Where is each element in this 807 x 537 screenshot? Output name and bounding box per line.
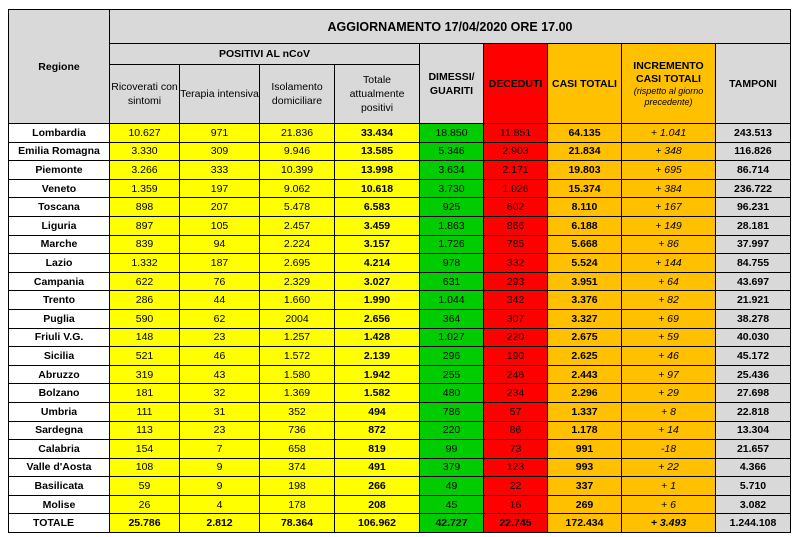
cell-terapia: 309: [180, 142, 260, 161]
total-cell-dimessi: 42.727: [420, 514, 484, 533]
cell-totale-positivi: 1.582: [335, 384, 420, 403]
cell-totale-positivi: 494: [335, 402, 420, 421]
cell-casi-totali: 21.834: [548, 142, 622, 161]
cell-casi-totali: 991: [548, 440, 622, 459]
total-cell-casi-totali: 172.434: [548, 514, 622, 533]
cell-incremento: + 86: [622, 235, 716, 254]
cell-dimessi: 49: [420, 477, 484, 496]
cell-deceduti: 307: [484, 309, 548, 328]
cell-ricoverati: 111: [110, 402, 180, 421]
cell-incremento: -18: [622, 440, 716, 459]
cell-isolamento: 658: [260, 440, 335, 459]
cell-dimessi: 220: [420, 421, 484, 440]
cell-deceduti: 2.171: [484, 161, 548, 180]
cell-casi-totali: 337: [548, 477, 622, 496]
cell-regione: Sicilia: [9, 347, 110, 366]
cell-casi-totali: 2.625: [548, 347, 622, 366]
cell-dimessi: 255: [420, 365, 484, 384]
table-row: [9, 161, 791, 180]
table-row: [9, 347, 791, 366]
cell-ricoverati: 3.266: [110, 161, 180, 180]
cell-incremento: + 14: [622, 421, 716, 440]
cell-totale-positivi: 13.585: [335, 142, 420, 161]
cell-dimessi: 379: [420, 458, 484, 477]
cell-totale-positivi: 1.942: [335, 365, 420, 384]
cell-ricoverati: 839: [110, 235, 180, 254]
table-row: [9, 477, 791, 496]
cell-casi-totali: 993: [548, 458, 622, 477]
cell-terapia: 207: [180, 198, 260, 217]
cell-tamponi: 243.513: [716, 124, 791, 143]
cell-isolamento: 178: [260, 495, 335, 514]
cell-terapia: 105: [180, 216, 260, 235]
cell-totale-positivi: 10.618: [335, 179, 420, 198]
cell-tamponi: 27.698: [716, 384, 791, 403]
cell-ricoverati: 521: [110, 347, 180, 366]
cell-isolamento: 5.478: [260, 198, 335, 217]
cell-casi-totali: 269: [548, 495, 622, 514]
cell-regione: Umbria: [9, 402, 110, 421]
cell-ricoverati: 148: [110, 328, 180, 347]
cell-deceduti: 22: [484, 477, 548, 496]
total-cell-incremento: + 3.493: [622, 514, 716, 533]
cell-ricoverati: 622: [110, 272, 180, 291]
cell-dimessi: 296: [420, 347, 484, 366]
header-dimessi: DIMESSI/ GUARITI: [420, 44, 484, 124]
cell-totale-positivi: 266: [335, 477, 420, 496]
cell-isolamento: 1.580: [260, 365, 335, 384]
total-cell-tamponi: 1.244.108: [716, 514, 791, 533]
cell-dimessi: 978: [420, 254, 484, 273]
cell-deceduti: 1.026: [484, 179, 548, 198]
cell-tamponi: 25.436: [716, 365, 791, 384]
table-row: [9, 254, 791, 273]
cell-incremento: + 1.041: [622, 124, 716, 143]
cell-casi-totali: 15.374: [548, 179, 622, 198]
header-tamponi: TAMPONI: [716, 44, 791, 124]
report-title: AGGIORNAMENTO 17/04/2020 ORE 17.00: [110, 10, 791, 44]
cell-tamponi: 28.181: [716, 216, 791, 235]
header-regione: Regione: [9, 10, 110, 124]
cell-regione: Valle d'Aosta: [9, 458, 110, 477]
cell-ricoverati: 898: [110, 198, 180, 217]
cell-tamponi: 4.366: [716, 458, 791, 477]
cell-deceduti: 866: [484, 216, 548, 235]
header-ricoverati: Ricoverati con sintomi: [110, 65, 180, 124]
cell-casi-totali: 6.188: [548, 216, 622, 235]
cell-tamponi: 86.714: [716, 161, 791, 180]
cell-tamponi: 21.657: [716, 440, 791, 459]
cell-dimessi: 925: [420, 198, 484, 217]
cell-deceduti: 220: [484, 328, 548, 347]
cell-isolamento: 9.946: [260, 142, 335, 161]
cell-tamponi: 5.710: [716, 477, 791, 496]
cell-casi-totali: 1.178: [548, 421, 622, 440]
cell-casi-totali: 3.951: [548, 272, 622, 291]
cell-totale-positivi: 819: [335, 440, 420, 459]
cell-tamponi: 43.697: [716, 272, 791, 291]
total-cell-ricoverati: 25.786: [110, 514, 180, 533]
header-positivi-group: POSITIVI AL nCoV: [110, 44, 420, 65]
cell-ricoverati: 154: [110, 440, 180, 459]
cell-terapia: 4: [180, 495, 260, 514]
table-row: [9, 198, 791, 217]
table-row: [9, 216, 791, 235]
cell-totale-positivi: 13.998: [335, 161, 420, 180]
cell-casi-totali: 2.443: [548, 365, 622, 384]
cell-regione: Liguria: [9, 216, 110, 235]
total-cell-isolamento: 78.364: [260, 514, 335, 533]
cell-terapia: 32: [180, 384, 260, 403]
cell-ricoverati: 1.332: [110, 254, 180, 273]
cell-casi-totali: 5.524: [548, 254, 622, 273]
cell-regione: Toscana: [9, 198, 110, 217]
cell-deceduti: 16: [484, 495, 548, 514]
cell-terapia: 9: [180, 477, 260, 496]
cell-casi-totali: 8.110: [548, 198, 622, 217]
cell-tamponi: 13.304: [716, 421, 791, 440]
cell-tamponi: 45.172: [716, 347, 791, 366]
cell-regione: Abruzzo: [9, 365, 110, 384]
cell-deceduti: 11.851: [484, 124, 548, 143]
cell-totale-positivi: 4.214: [335, 254, 420, 273]
cell-ricoverati: 897: [110, 216, 180, 235]
cell-casi-totali: 64.135: [548, 124, 622, 143]
cell-totale-positivi: 6.583: [335, 198, 420, 217]
cell-casi-totali: 1.337: [548, 402, 622, 421]
cell-incremento: + 144: [622, 254, 716, 273]
cell-deceduti: 293: [484, 272, 548, 291]
cell-regione: Campania: [9, 272, 110, 291]
header-terapia: Terapia intensiva: [180, 65, 260, 124]
cell-totale-positivi: 208: [335, 495, 420, 514]
cell-isolamento: 2.695: [260, 254, 335, 273]
cell-deceduti: 123: [484, 458, 548, 477]
table-row: [9, 142, 791, 161]
cell-terapia: 187: [180, 254, 260, 273]
cell-terapia: 31: [180, 402, 260, 421]
cell-incremento: + 97: [622, 365, 716, 384]
cell-terapia: 43: [180, 365, 260, 384]
cell-totale-positivi: 2.139: [335, 347, 420, 366]
header-deceduti: DECEDUTI: [484, 44, 548, 124]
cell-dimessi: 631: [420, 272, 484, 291]
cell-isolamento: 1.660: [260, 291, 335, 310]
cell-ricoverati: 10.627: [110, 124, 180, 143]
table-row: [9, 309, 791, 328]
cell-deceduti: 190: [484, 347, 548, 366]
cell-regione: Basilicata: [9, 477, 110, 496]
cell-regione: Calabria: [9, 440, 110, 459]
cell-isolamento: 1.572: [260, 347, 335, 366]
table-row: [9, 124, 791, 143]
cell-dimessi: 3.730: [420, 179, 484, 198]
cell-deceduti: 246: [484, 365, 548, 384]
cell-tamponi: 236.722: [716, 179, 791, 198]
cell-dimessi: 786: [420, 402, 484, 421]
cell-regione: Veneto: [9, 179, 110, 198]
cell-deceduti: 785: [484, 235, 548, 254]
header-isolamento: Isolamento domiciliare: [260, 65, 335, 124]
cell-isolamento: 1.257: [260, 328, 335, 347]
cell-dimessi: 364: [420, 309, 484, 328]
cell-dimessi: 99: [420, 440, 484, 459]
cell-incremento: + 8: [622, 402, 716, 421]
cell-regione: Sardegna: [9, 421, 110, 440]
cell-incremento: + 59: [622, 328, 716, 347]
cell-incremento: + 82: [622, 291, 716, 310]
cell-tamponi: 116.826: [716, 142, 791, 161]
cell-isolamento: 21.836: [260, 124, 335, 143]
cell-deceduti: 342: [484, 291, 548, 310]
table-row: [9, 291, 791, 310]
cell-totale-positivi: 33.434: [335, 124, 420, 143]
cell-tamponi: 96.231: [716, 198, 791, 217]
cell-tamponi: 38.278: [716, 309, 791, 328]
cell-deceduti: 234: [484, 384, 548, 403]
cell-regione: Lombardia: [9, 124, 110, 143]
cell-terapia: 7: [180, 440, 260, 459]
cell-ricoverati: 26: [110, 495, 180, 514]
cell-totale-positivi: 3.027: [335, 272, 420, 291]
cell-isolamento: 1.369: [260, 384, 335, 403]
cell-incremento: + 6: [622, 495, 716, 514]
cell-casi-totali: 5.668: [548, 235, 622, 254]
cell-terapia: 23: [180, 421, 260, 440]
cell-tamponi: 22.818: [716, 402, 791, 421]
total-cell-regione: TOTALE: [9, 514, 110, 533]
cell-incremento: + 22: [622, 458, 716, 477]
table-row: [9, 421, 791, 440]
cell-terapia: 44: [180, 291, 260, 310]
table-row: [9, 235, 791, 254]
cell-tamponi: 21.921: [716, 291, 791, 310]
table-row: [9, 495, 791, 514]
cell-dimessi: 3.634: [420, 161, 484, 180]
cell-isolamento: 2.224: [260, 235, 335, 254]
cell-ricoverati: 1.359: [110, 179, 180, 198]
cell-deceduti: 2.903: [484, 142, 548, 161]
table-row: [9, 272, 791, 291]
cell-isolamento: 736: [260, 421, 335, 440]
total-row: [9, 514, 791, 533]
cell-regione: Lazio: [9, 254, 110, 273]
cell-deceduti: 332: [484, 254, 548, 273]
cell-dimessi: 1.027: [420, 328, 484, 347]
cell-terapia: 23: [180, 328, 260, 347]
cell-totale-positivi: 1.990: [335, 291, 420, 310]
total-cell-deceduti: 22.745: [484, 514, 548, 533]
cell-isolamento: 9.062: [260, 179, 335, 198]
cell-dimessi: 18.850: [420, 124, 484, 143]
cell-dimessi: 1.044: [420, 291, 484, 310]
cell-casi-totali: 19.803: [548, 161, 622, 180]
cell-regione: Trento: [9, 291, 110, 310]
cell-casi-totali: 2.296: [548, 384, 622, 403]
cell-casi-totali: 3.327: [548, 309, 622, 328]
cell-ricoverati: 59: [110, 477, 180, 496]
total-cell-totale-positivi: 106.962: [335, 514, 420, 533]
cell-dimessi: 5.346: [420, 142, 484, 161]
cell-terapia: 9: [180, 458, 260, 477]
cell-incremento: + 69: [622, 309, 716, 328]
cell-incremento: + 1: [622, 477, 716, 496]
cell-totale-positivi: 3.157: [335, 235, 420, 254]
table-row: [9, 402, 791, 421]
header-casi-totali: CASI TOTALI: [548, 44, 622, 124]
cell-isolamento: 2.457: [260, 216, 335, 235]
cell-isolamento: 10.399: [260, 161, 335, 180]
cell-tamponi: 37.997: [716, 235, 791, 254]
cell-isolamento: 2.329: [260, 272, 335, 291]
cell-incremento: + 64: [622, 272, 716, 291]
total-cell-terapia: 2.812: [180, 514, 260, 533]
cell-isolamento: 2004: [260, 309, 335, 328]
cell-deceduti: 602: [484, 198, 548, 217]
cell-isolamento: 198: [260, 477, 335, 496]
cell-regione: Marche: [9, 235, 110, 254]
cell-ricoverati: 3.330: [110, 142, 180, 161]
cell-tamponi: 84.755: [716, 254, 791, 273]
table-row: [9, 365, 791, 384]
table-body: [9, 124, 791, 533]
cell-dimessi: 45: [420, 495, 484, 514]
cell-regione: Bolzano: [9, 384, 110, 403]
cell-terapia: 333: [180, 161, 260, 180]
cell-incremento: + 348: [622, 142, 716, 161]
cell-regione: Emilia Romagna: [9, 142, 110, 161]
cell-incremento: + 384: [622, 179, 716, 198]
cell-casi-totali: 3.376: [548, 291, 622, 310]
header-totale-positivi: Totale attualmente positivi: [335, 65, 420, 124]
cell-terapia: 971: [180, 124, 260, 143]
table-row: [9, 179, 791, 198]
table-row: [9, 440, 791, 459]
cell-incremento: + 149: [622, 216, 716, 235]
cell-regione: Molise: [9, 495, 110, 514]
cell-deceduti: 73: [484, 440, 548, 459]
cell-terapia: 46: [180, 347, 260, 366]
cell-tamponi: 3.082: [716, 495, 791, 514]
cell-ricoverati: 286: [110, 291, 180, 310]
table-row: [9, 458, 791, 477]
covid-report-table: [8, 9, 791, 533]
cell-regione: Piemonte: [9, 161, 110, 180]
cell-casi-totali: 2.675: [548, 328, 622, 347]
cell-deceduti: 86: [484, 421, 548, 440]
cell-ricoverati: 181: [110, 384, 180, 403]
table-row: [9, 384, 791, 403]
cell-incremento: + 695: [622, 161, 716, 180]
cell-totale-positivi: 491: [335, 458, 420, 477]
cell-incremento: + 167: [622, 198, 716, 217]
cell-ricoverati: 113: [110, 421, 180, 440]
cell-totale-positivi: 3.459: [335, 216, 420, 235]
cell-isolamento: 352: [260, 402, 335, 421]
header-incremento-label: INCREMENTO CASI TOTALI: [633, 59, 704, 85]
header-incremento-note: (rispetto al giorno precedente): [633, 85, 704, 107]
cell-totale-positivi: 2.656: [335, 309, 420, 328]
cell-dimessi: 480: [420, 384, 484, 403]
cell-dimessi: 1.863: [420, 216, 484, 235]
table-row: [9, 328, 791, 347]
cell-totale-positivi: 1.428: [335, 328, 420, 347]
header-incremento: [622, 44, 716, 124]
cell-ricoverati: 590: [110, 309, 180, 328]
cell-regione: Puglia: [9, 309, 110, 328]
cell-terapia: 197: [180, 179, 260, 198]
cell-isolamento: 374: [260, 458, 335, 477]
cell-incremento: + 46: [622, 347, 716, 366]
cell-ricoverati: 319: [110, 365, 180, 384]
cell-dimessi: 1.726: [420, 235, 484, 254]
cell-tamponi: 40.030: [716, 328, 791, 347]
cell-incremento: + 29: [622, 384, 716, 403]
cell-deceduti: 57: [484, 402, 548, 421]
cell-totale-positivi: 872: [335, 421, 420, 440]
cell-terapia: 76: [180, 272, 260, 291]
cell-terapia: 62: [180, 309, 260, 328]
cell-regione: Friuli V.G.: [9, 328, 110, 347]
cell-terapia: 94: [180, 235, 260, 254]
covid-report-table-container: [8, 9, 791, 533]
cell-ricoverati: 108: [110, 458, 180, 477]
